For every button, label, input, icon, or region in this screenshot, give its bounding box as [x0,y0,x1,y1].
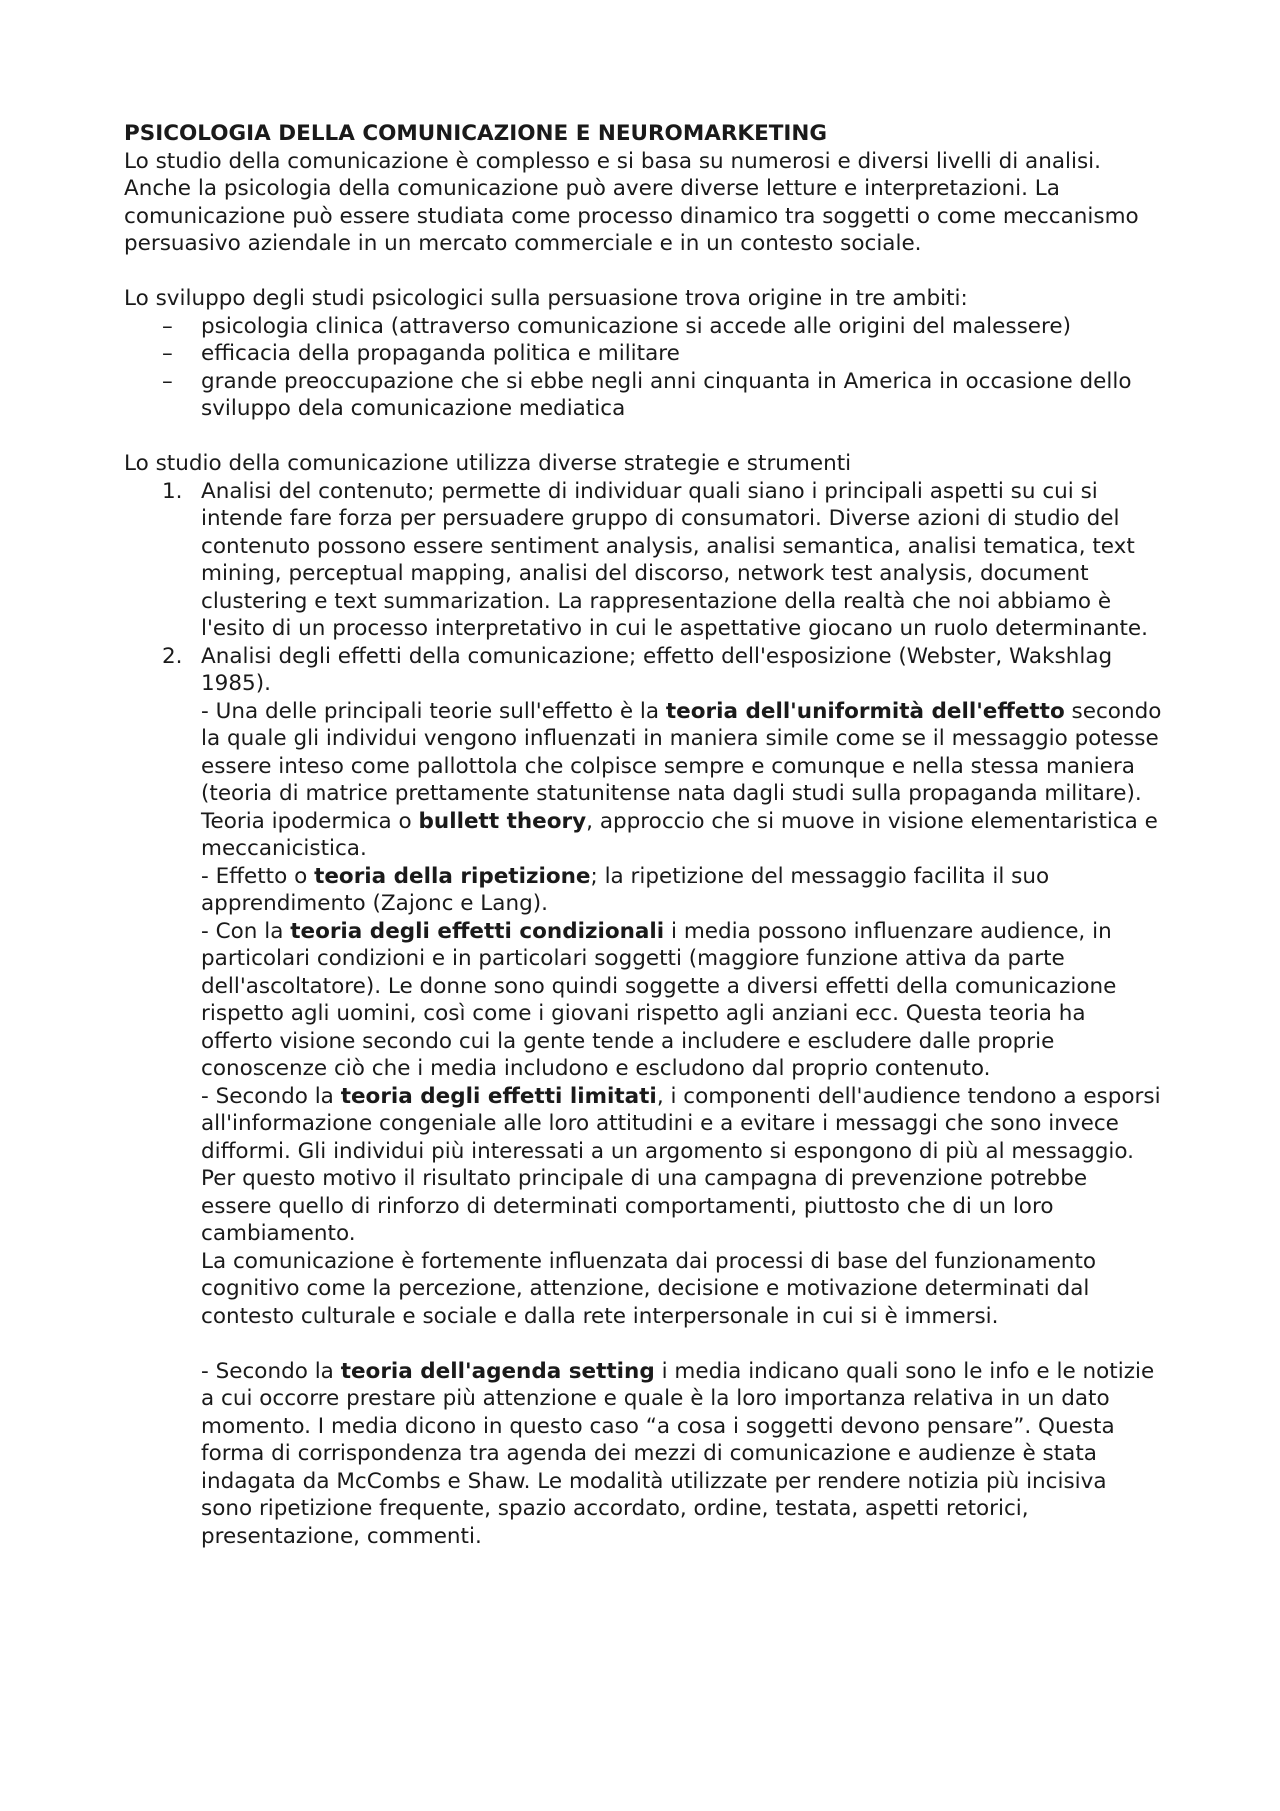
conditional-effects-paragraph: - Con la teoria degli effetti condizionali i media possono influenzare audience, in particolari condizioni e in particolari soggetti (maggiore funzione attiva da parte dell'ascoltatore). Le donne sono quindi soggette a diversi effetti della comunicazione rispetto agli uomini, così come i giovani rispetto agli anziani ecc. Questa teoria ha offerto visione secondo cui la gente tende a includere e escludere dalle proprie conoscenze ciò che i media includono e escludono dal proprio contenuto. [201,918,1117,1081]
list-item: – psicologia clinica (attraverso comunicazione si accede alle origini del malessere) [124,313,1164,341]
agenda-setting-term: teoria dell'agenda setting [340,1358,655,1384]
intro-paragraph: Lo studio della comunicazione è complesso e si basa su numerosi e diversi livelli di analisi. Anche la psicologia della comunicazione può avere diverse letture e interpretazioni. La comunicazione può essere studiata come processo dinamico tra soggetti o come meccanismo persuasivo aziendale in un mercato commerciale e in un contesto sociale. [124,148,1139,256]
cognitive-paragraph: La comunicazione è fortemente influenzata dai processi di base del funzionamento cognitivo come la percezione, attenzione, decisione e motivazione determinati dal contesto culturale e sociale e dalla rete interpersonale in cui si è immersi. [201,1248,1097,1329]
origins-list [124,313,1164,423]
strategies-list [124,478,1164,1551]
limited-effects-paragraph: - Secondo la teoria degli effetti limitati, i componenti dell'audience tendono a esporsi all'informazione congeniale alle loro attitudini e a evitare i messaggi che sono invece difformi. Gli individui più interessati a un argomento si espongono di più al messaggio. Per questo motivo il risultato principale di una campagna di prevenzione potrebbe essere quello di rinforzo di determinati comportamenti, piuttosto che di un loro cambiamento. [201,1083,1161,1246]
origins-lead: Lo sviluppo degli studi psicologici sulla persuasione trova origine in tre ambiti: [124,286,968,311]
repetition-theory-paragraph: - Effetto o teoria della ripetizione; la ripetizione del messaggio facilita il suo apprendimento (Zajonc e Lang). [201,863,1050,916]
list-number: 1. [162,478,183,504]
uniformity-theory-paragraph: - Una delle principali teorie sull'effetto è la teoria dell'uniformità dell'effetto secondo la quale gli individui vengono influenzati in maniera simile come se il messaggio potesse essere inteso come pallottola che colpisce sempre e comunque e nella stessa maniera (teoria di matrice prettamente statunitense nata dagli studi sulla propaganda militare). Teoria ipodermica o bullett theory, approccio che si muove in visione elementaristica e meccanicistica. [201,698,1162,861]
agenda-setting-paragraph: - Secondo la teoria dell'agenda setting i media indicano quali sono le info e le notizie a cui occorre prestare più attenzione e quale è la loro importanza relativa in un dato momento. I media dicono in questo caso “a cosa i soggetti devono pensare”. Questa forma di corrispondenza tra agenda dei mezzi di comunicazione e audienze è stata indagata da McCombs e Shaw. Le modalità utilizzate per rendere notizia più incisiva sono ripetizione frequente, spazio accordato, ordine, testata, aspetti retorici, presentazione, commenti. [201,1358,1155,1549]
bullet-theory-term: bullett theory [418,808,587,834]
repetition-theory-term: teoria della ripetizione [314,863,591,889]
content-analysis-text: Analisi del contenuto; permette di individuar quali siano i principali aspetti su cui si intende fare forza per persuadere gruppo di consumatori. Diverse azioni di studio del contenuto possono essere sentiment analysis, analisi semantica, analisi tematica, text mining, perceptual mapping, analisi del discorso, network test analysis, document clustering e text summarization. La rappresentazione della realtà che noi abbiamo è l'esito di un processo interpretativo in cui le aspettative giocano un ruolo determinante. [201,478,1148,641]
list-number: 2. [162,643,183,669]
conditional-effects-term: teoria degli effetti condizionali [290,918,665,944]
effects-analysis-intro: Analisi degli effetti della comunicazione; effetto dell'esposizione (Webster, Wakshlag 1985). [201,643,1113,696]
limited-effects-term: teoria degli effetti limitati [340,1083,657,1109]
document-title: PSICOLOGIA DELLA COMUNICAZIONE E NEUROMARKETING [124,121,828,146]
list-item: – grande preoccupazione che si ebbe negli anni cinquanta in America in occasione dello sviluppo dela comunicazione mediatica [124,368,1164,423]
list-item [124,478,1164,643]
uniformity-theory-term: teoria dell'uniformità dell'effetto [665,698,1065,724]
document-page [124,120,1164,1550]
list-item [124,643,1164,1551]
strategies-lead: Lo studio della comunicazione utilizza diverse strategie e strumenti [124,451,852,476]
list-item: – efficacia della propaganda politica e militare [124,340,1164,368]
